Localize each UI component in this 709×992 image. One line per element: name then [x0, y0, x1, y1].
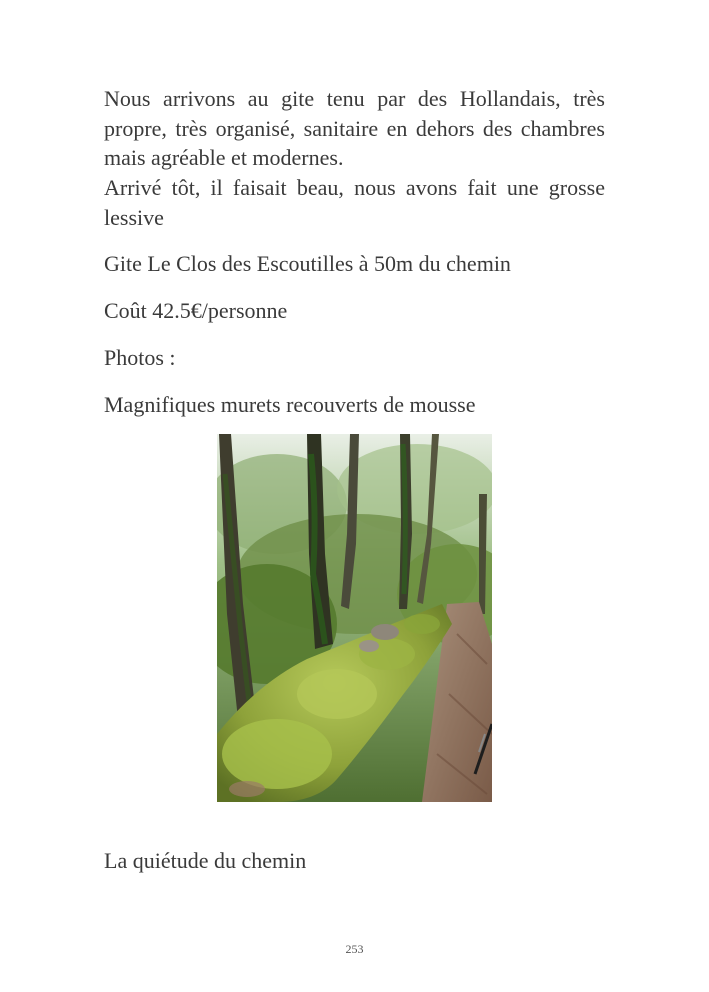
photo-moss-covered-wall: [217, 434, 492, 802]
paragraph-photos-label: Photos :: [104, 345, 176, 370]
caption-moss-walls: Magnifiques murets recouverts de mousse: [104, 392, 476, 417]
paragraph-gite-name: Gite Le Clos des Escoutilles à 50m du chemin: [104, 251, 511, 276]
paragraph-cost: Coût 42.5€/personne: [104, 298, 288, 323]
page-number: 253: [345, 942, 364, 956]
caption-quiet-path: La quiétude du chemin: [104, 848, 307, 873]
paragraph-laundry: Arrivé tôt, il faisait beau, nous avons fait une grosse lessive: [104, 175, 605, 230]
paragraph-intro-gite: Nous arrivons au gite tenu par des Hollandais, très propre, très organisé, sanitaire en dehors des chambres mais agréable et modernes.: [104, 86, 605, 170]
